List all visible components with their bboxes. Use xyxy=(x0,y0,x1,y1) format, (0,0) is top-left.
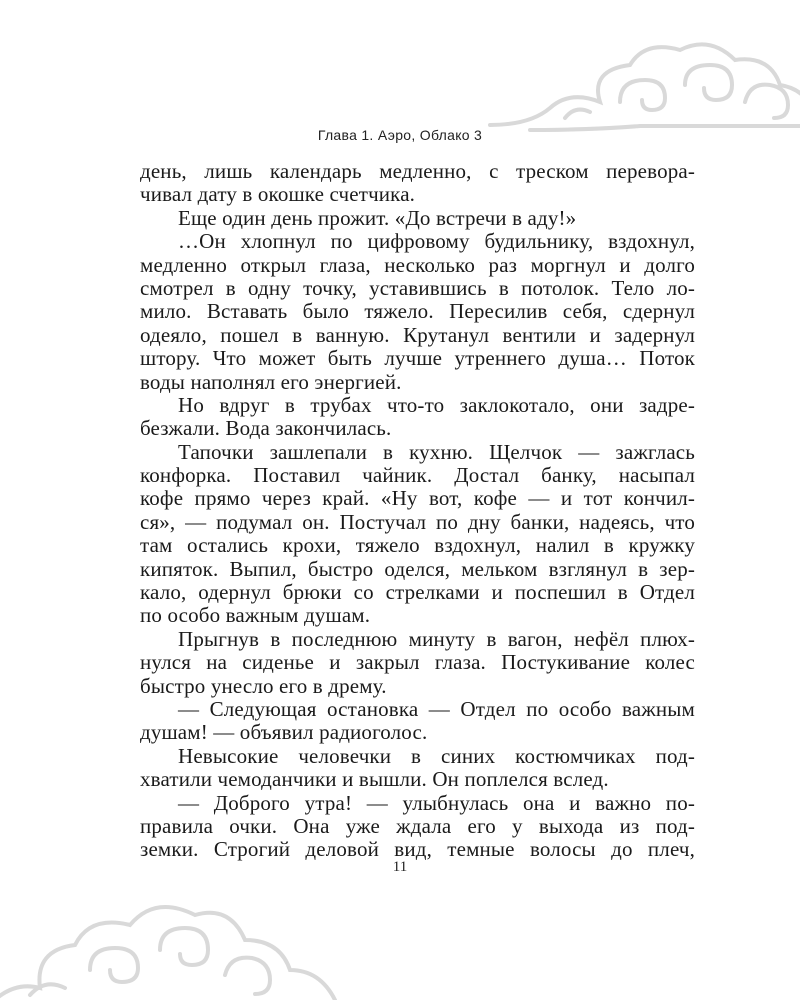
text-line: Еще один день прожит. «До встречи в аду!» xyxy=(178,205,577,230)
text-line: Тапочки зашлепали в кухню. Щелчок — зажглась xyxy=(178,439,695,464)
text-line: день, лишь календарь медленно, с треском перевора- xyxy=(140,159,695,183)
text-line: Невысокие человечки в синих костюмчиках под- xyxy=(178,743,695,768)
text-line: — Следующая остановка — Отдел по особо важным xyxy=(178,696,695,721)
text-line: Прыгнув в последнюю минуту в вагон, нефёл плюх- xyxy=(178,626,695,651)
text-line: кало, одернул брюки со стрелками и поспешил в Отдел xyxy=(140,580,695,605)
text-line: душам! — объявил радиоголос. xyxy=(140,720,428,745)
text-line: там остались крохи, тяжело вздохнул, налил в кружку xyxy=(140,533,695,558)
text-line: чивал дату в окошке счетчика. xyxy=(140,182,416,207)
text-line: кипяток. Выпил, быстро оделся, мельком взглянул в зер- xyxy=(140,556,695,581)
body-text xyxy=(140,160,695,862)
page-number: 11 xyxy=(392,859,408,875)
text-line: …Он хлопнул по цифровому будильнику, вздохнул, xyxy=(178,229,695,254)
text-line: безжали. Вода закончилась. xyxy=(140,416,392,441)
text-line: по особо важным душам. xyxy=(140,603,371,628)
cloud-ornament-bottom-icon xyxy=(0,870,370,1000)
text-line: Но вдруг в трубах что-то заклокотало, они задре- xyxy=(178,392,695,417)
text-line: конфорка. Поставил чайник. Достал банку, насыпал xyxy=(140,463,695,488)
text-line: штору. Что может быть лучше утреннего душа… Поток xyxy=(140,346,695,371)
text-line: кофе прямо через край. «Ну вот, кофе — и тот кончил- xyxy=(140,486,695,511)
text-line: хватили чемоданчики и вышли. Он поплелся вслед. xyxy=(140,767,609,792)
text-line: медленно открыл глаза, несколько раз моргнул и долго xyxy=(140,252,695,277)
text-line: земки. Строгий деловой вид, темные волосы до плеч, xyxy=(140,837,695,862)
text-line: быстро унесло его в дрему. xyxy=(140,673,387,698)
cloud-ornament-top-icon xyxy=(470,30,800,140)
text-line: правила очки. Она уже ждала его у выхода из под- xyxy=(140,813,695,838)
text-line: одеяло, пошел в ванную. Крутанул вентили и задернул xyxy=(140,322,695,347)
text-line: ся», — подумал он. Постучал по дну банки, надеясь, что xyxy=(140,509,695,534)
text-line: мило. Вставать было тяжело. Пересилив себя, сдернул xyxy=(140,299,695,324)
text-line: воды наполнял его энергией. xyxy=(140,369,402,394)
text-line: нулся на сиденье и закрыл глаза. Постукивание колес xyxy=(140,650,695,675)
running-head: Глава 1. Аэро, Облако 3 xyxy=(317,127,483,143)
text-line: смотрел в одну точку, уставившись в потолок. Тело ло- xyxy=(140,275,695,300)
text-line: — Доброго утра! — улыбнулась она и важно по- xyxy=(178,790,695,815)
